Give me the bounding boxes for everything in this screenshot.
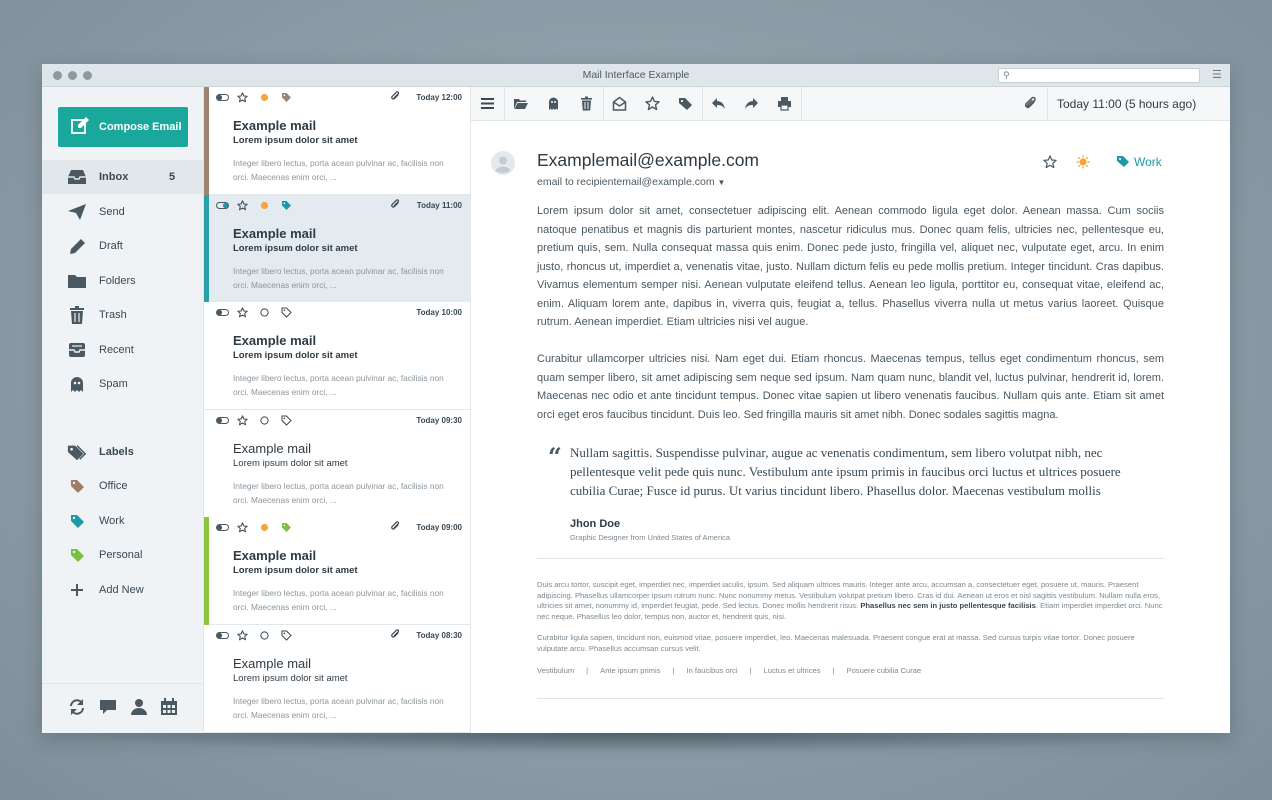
title-bar bbox=[42, 64, 1230, 87]
star-icon[interactable] bbox=[237, 307, 248, 318]
mail-actions bbox=[216, 200, 316, 212]
link-separator: | bbox=[749, 666, 752, 675]
mail-subject: Example mail bbox=[233, 655, 312, 671]
sidebar-item-label: Spam bbox=[99, 378, 128, 390]
folder-icon bbox=[67, 272, 87, 290]
sidebar-item-inbox[interactable] bbox=[42, 160, 204, 194]
signature-paragraph-2: Curabitur ligula sapien, tincidunt non, euismod vitae, posuere imperdiet, leo. Maecenas malesuada. Praesent congue erat at massa. Sed cursus turpis vitae tortor. Donec posuere vulputate arcu. Phasellus accumsan cursus velit. bbox=[537, 633, 1135, 653]
folder-open-icon bbox=[513, 96, 528, 111]
toolbar-divider bbox=[1047, 87, 1048, 121]
sidebar-item-label: Inbox bbox=[99, 171, 129, 183]
toggle-icon[interactable] bbox=[216, 200, 229, 211]
recent-icon bbox=[67, 341, 87, 359]
sidebar-label-text: Personal bbox=[99, 549, 143, 561]
paperclip-icon bbox=[1023, 96, 1038, 111]
mail-preview: Lorem ipsum dolor sit amet bbox=[233, 672, 348, 684]
refresh-icon[interactable] bbox=[68, 698, 86, 716]
link-separator: | bbox=[832, 666, 835, 675]
paperclip-icon bbox=[390, 521, 400, 532]
star-icon[interactable] bbox=[237, 522, 248, 533]
tag-outline-icon[interactable] bbox=[281, 415, 292, 426]
signature-bold-text: Phasellus nec sem in justo pellentesque facilisis bbox=[860, 601, 1036, 610]
mail-subject: Example mail bbox=[233, 225, 317, 241]
trash-icon bbox=[67, 306, 87, 324]
recipient-dropdown[interactable] bbox=[537, 176, 725, 188]
paperclip-icon bbox=[390, 199, 400, 210]
tag-outline-icon[interactable] bbox=[281, 630, 292, 641]
message-time: Today 11:00 (5 hours ago) bbox=[1057, 97, 1197, 111]
sidebar bbox=[42, 87, 204, 733]
star-button[interactable] bbox=[636, 87, 669, 121]
sidebar-label-office[interactable] bbox=[42, 469, 204, 503]
footer-link[interactable]: In faucibus orci bbox=[686, 666, 738, 675]
mail-excerpt: Integer libero lectus, porta acean pulvinar ac, facilisis non orci. Maecenas enim orci, ... bbox=[233, 480, 444, 505]
trash-icon bbox=[579, 96, 594, 111]
work-tag-icon bbox=[1116, 155, 1130, 168]
star-icon bbox=[645, 96, 660, 111]
mail-preview: Lorem ipsum dolor sit amet bbox=[233, 457, 348, 469]
mail-excerpt: Integer libero lectus, porta acean pulvinar ac, facilisis non orci. Maecenas enim orci, ... bbox=[233, 373, 444, 397]
toolbar-divider bbox=[801, 87, 802, 121]
mail-time: Today 09:00 bbox=[416, 523, 462, 532]
mail-excerpt: Integer libero lectus, porta acean pulvinar ac, facilisis non orci. Maecenas enim orci, ... bbox=[233, 588, 444, 612]
mail-list-item[interactable] bbox=[204, 195, 471, 303]
sidebar-item-trash[interactable] bbox=[42, 298, 204, 332]
move-to-folder-button[interactable] bbox=[504, 87, 537, 121]
mail-actions bbox=[216, 522, 316, 534]
mail-time: Today 11:00 bbox=[416, 200, 462, 210]
mail-window bbox=[42, 64, 1230, 733]
star-icon[interactable] bbox=[237, 630, 248, 641]
mail-list-item[interactable] bbox=[204, 625, 471, 733]
hamburger-icon bbox=[480, 96, 495, 111]
mail-time: Today 08:30 bbox=[416, 630, 462, 640]
sidebar-item-label: Recent bbox=[99, 344, 134, 356]
body-paragraph-2: Curabitur ullamcorper ultricies nisi. Nam eget dui. Etiam rhoncus. Maecenas tempus, tellus eget condimentum rhoncus, sem quam semper libero, sit amet adipiscing sem neque sed ipsum. Nam quam nunc, blandit vel, luctus pulvinar, hendrerit id, lorem. Maecenas nec odio et ante tincidunt tempus. Donec vitae sapien ut libero venenatis faucibus. Nullam quis ante. Etiam sit amet orci eget eros faucibus tincidunt. Duis leo. Sed fringilla mauris sit amet nibh. Donec sodales sagittis magna. bbox=[537, 353, 1164, 421]
recipient-text: email to recipientemail@example.com bbox=[537, 176, 715, 188]
label-color-bar bbox=[204, 517, 209, 625]
priority-dot-icon[interactable] bbox=[259, 92, 270, 103]
reply-icon bbox=[711, 96, 726, 111]
mail-actions bbox=[216, 630, 316, 642]
paperclip-icon bbox=[390, 629, 400, 640]
toggle-icon[interactable] bbox=[216, 92, 229, 103]
compose-email-button[interactable] bbox=[58, 107, 188, 147]
body-paragraph-1: Lorem ipsum dolor sit amet, consectetuer adipiscing elit. Aenean commodo ligula eget dolor. Aenean massa. Cum sociis natoque penatibus et magnis dis parturient montes, nascetur ridiculus mus. Donec quam felis, ultricies nec, pellentesque eu, pretium quis, sem. Nulla consequat massa quis enim. Donec pede justo, fringilla vel, aliquet nec, vulputate eget, arcu. In enim justo, rhoncus ut, imperdiet a, venenatis vitae, justo. Nullam dictum felis eu pede mollis pretium. Integer tincidunt. Cras dapibus. Vivamus elementum semper nisi. Aenean vulputate eleifend tellus. Aenean leo ligula, porttitor eu, consequat vitae, eleifend ac, enim. Aliquam lorem ante, dapibus in, viverra quis, feugiat a, tellus. Phasellus viverra nulla ut metus varius laoreet. Quisque rutrum. Aenean imperdiet. Etiam ultricies nisi vel augue. bbox=[537, 205, 1164, 328]
pencil-icon bbox=[67, 237, 87, 255]
quote-mark-icon: “ bbox=[548, 442, 562, 471]
add-new-label-text: Add New bbox=[99, 584, 144, 596]
plus-icon bbox=[67, 581, 87, 599]
caret-down-icon: ▼ bbox=[717, 178, 726, 187]
labels-heading-text: Labels bbox=[99, 446, 134, 458]
forward-button[interactable] bbox=[735, 87, 768, 121]
priority-circle-icon[interactable] bbox=[259, 307, 270, 318]
tag-icon bbox=[678, 96, 693, 111]
sidebar-item-recent[interactable] bbox=[42, 333, 204, 367]
label-color-bar bbox=[204, 195, 209, 303]
toggle-icon[interactable] bbox=[216, 307, 229, 318]
search-icon: ⚲ bbox=[1003, 70, 1010, 80]
mail-subject: Example mail bbox=[233, 548, 317, 563]
mail-list-item[interactable] bbox=[204, 302, 471, 410]
priority-dot-icon[interactable] bbox=[259, 522, 270, 533]
mail-subject: Example mail bbox=[233, 440, 312, 456]
quote-author: Jhon Doe bbox=[570, 518, 621, 530]
envelope-open-icon bbox=[612, 96, 627, 111]
mail-preview: Lorem ipsum dolor sit amet bbox=[233, 565, 358, 576]
mail-actions bbox=[216, 415, 316, 427]
sidebar-item-label: Draft bbox=[99, 240, 123, 252]
mail-subject: Example mail bbox=[233, 333, 317, 348]
tag-icon[interactable] bbox=[281, 522, 292, 533]
mail-time: Today 10:00 bbox=[416, 308, 462, 317]
sidebar-footer bbox=[42, 683, 204, 733]
delete-button[interactable] bbox=[570, 87, 603, 121]
search-input[interactable] bbox=[998, 68, 1200, 83]
tag-outline-icon[interactable] bbox=[281, 307, 292, 318]
paperclip-icon bbox=[390, 91, 400, 102]
send-icon bbox=[67, 203, 87, 221]
ghost-icon bbox=[546, 96, 561, 111]
label-color-bar bbox=[204, 87, 209, 195]
printer-icon bbox=[777, 96, 792, 111]
mail-time: Today 12:00 bbox=[416, 93, 462, 102]
priority-circle-icon[interactable] bbox=[259, 630, 270, 641]
print-button[interactable] bbox=[768, 87, 801, 121]
divider bbox=[537, 698, 1164, 699]
star-icon[interactable] bbox=[1043, 155, 1057, 169]
mail-list-item[interactable] bbox=[204, 87, 471, 195]
blockquote: Nullam sagittis. Suspendisse pulvinar, augue ac venenatis condimentum, sem libero volutpat nibh, nec pellentesque velit pede quis nunc. Vestibulum ante ipsum primis in faucibus orci luctus et ultrices posuere cubilia Curae; Fusce id purus. Ut varius tincidunt libero. Phasellus dolor. Maecenas vestibulum mollis bbox=[570, 445, 1121, 498]
sidebar-label-personal[interactable] bbox=[42, 538, 204, 572]
footer-link[interactable]: Vestibulum bbox=[537, 666, 575, 675]
mail-subject: Example mail bbox=[233, 118, 317, 133]
sender-email: Examplemail@example.com bbox=[537, 150, 760, 170]
mark-read-button[interactable] bbox=[603, 87, 636, 121]
user-icon[interactable] bbox=[130, 698, 148, 716]
toggle-icon[interactable] bbox=[216, 630, 229, 641]
menu-toggle-button[interactable] bbox=[471, 87, 504, 121]
attachment-button[interactable] bbox=[1014, 87, 1047, 121]
mail-excerpt: Integer libero lectus, porta acean pulvinar ac, facilisis non orci. Maecenas enim orci, ... bbox=[233, 695, 444, 720]
mail-actions bbox=[216, 307, 316, 319]
star-icon[interactable] bbox=[237, 92, 248, 103]
mail-list bbox=[204, 87, 471, 733]
sidebar-label-work[interactable] bbox=[42, 504, 204, 538]
footer-links bbox=[537, 666, 921, 675]
reading-pane bbox=[471, 87, 1230, 733]
add-new-label-button[interactable] bbox=[42, 573, 204, 607]
link-separator: | bbox=[672, 666, 675, 675]
mail-excerpt: Integer libero lectus, porta acean pulvinar ac, facilisis non orci. Maecenas enim orci, ... bbox=[233, 265, 444, 290]
message-toolbar bbox=[471, 87, 1230, 121]
mail-time: Today 09:30 bbox=[416, 415, 462, 425]
window-title: Mail Interface Example bbox=[582, 69, 690, 81]
star-icon[interactable] bbox=[237, 200, 248, 211]
mail-excerpt: Integer libero lectus, porta acean pulvinar ac, facilisis non orci. Maecenas enim orci, ... bbox=[233, 158, 444, 182]
signature-paragraph-1 bbox=[537, 580, 1164, 622]
signature-text: Duis arcu tortor, suscipit eget, imperdiet nec, imperdiet iaculis, ipsum. Sed aliquam ultrices mauris. Integer ante arcu, accumsan a, consectetuer eget, posuere ut, mauris. Praesent adipiscing. Phasellus ullamcorper ipsum rutrum nunc. Nunc nonummy metus. Vestibulum volutpat pretium libero. Cras id dui. Aenean ut eros et nisl sagittis vestibulum. Nullam nulla eros, ultricies sit amet, nonummy id, imperdiet feugiat, pede. Sed lectus. Donec mollis hendrerit risus. bbox=[537, 580, 1160, 610]
chat-icon[interactable] bbox=[99, 698, 117, 716]
inbox-icon bbox=[67, 168, 87, 186]
ghost-icon bbox=[67, 375, 87, 393]
menu-icon[interactable]: ☰ bbox=[1212, 69, 1222, 81]
mail-preview: Lorem ipsum dolor sit amet bbox=[233, 242, 358, 254]
calendar-icon[interactable] bbox=[160, 698, 178, 716]
footer-link[interactable]: Posuere cubilia Curae bbox=[846, 666, 922, 675]
label-button[interactable] bbox=[669, 87, 702, 121]
toggle-icon[interactable] bbox=[216, 415, 229, 426]
star-icon[interactable] bbox=[237, 415, 248, 426]
sidebar-item-folders[interactable] bbox=[42, 264, 204, 298]
mail-preview: Lorem ipsum dolor sit amet bbox=[233, 135, 358, 146]
tag-icon[interactable] bbox=[281, 92, 292, 103]
sidebar-item-draft[interactable] bbox=[42, 229, 204, 263]
footer-link[interactable]: Luctus et ultrices bbox=[763, 666, 821, 675]
mail-list-item[interactable] bbox=[204, 517, 471, 625]
sidebar-item-send[interactable] bbox=[42, 195, 204, 229]
divider bbox=[537, 558, 1164, 559]
reply-button[interactable] bbox=[702, 87, 735, 121]
work-label[interactable]: Work bbox=[1134, 155, 1162, 169]
work-tag-icon bbox=[67, 512, 87, 530]
priority-dot-icon[interactable] bbox=[259, 200, 270, 211]
mail-list-item[interactable] bbox=[204, 410, 471, 518]
signature-text: . Etiam imperdiet imperdiet orci. Nunc nec neque. Phasellus leo dolor, tempus non, auctor et, hendrerit quis, nisi. bbox=[537, 601, 1163, 621]
mail-preview: Lorem ipsum dolor sit amet bbox=[233, 350, 358, 361]
footer-link[interactable]: Ante ipsum primis bbox=[600, 666, 661, 675]
labels-heading bbox=[42, 435, 204, 469]
priority-sun-icon[interactable] bbox=[1076, 155, 1090, 169]
sidebar-item-label: Send bbox=[99, 206, 125, 218]
personal-tag-icon bbox=[67, 546, 87, 564]
sidebar-item-label: Trash bbox=[99, 309, 127, 321]
forward-icon bbox=[744, 96, 759, 111]
sidebar-label-text: Office bbox=[99, 480, 128, 492]
compose-icon bbox=[70, 116, 90, 136]
compose-email-label: Compose Email bbox=[99, 121, 182, 133]
sidebar-label-text: Work bbox=[99, 515, 125, 527]
sidebar-item-label: Folders bbox=[99, 275, 136, 287]
quote-author-role: Graphic Designer from United States of America bbox=[570, 533, 731, 542]
avatar bbox=[491, 151, 515, 175]
tag-icon[interactable] bbox=[281, 200, 292, 211]
priority-circle-icon[interactable] bbox=[259, 415, 270, 426]
office-tag-icon bbox=[67, 477, 87, 495]
link-separator: | bbox=[586, 666, 589, 675]
inbox-count-badge: 5 bbox=[169, 171, 176, 183]
sidebar-item-spam[interactable] bbox=[42, 367, 204, 401]
tags-icon bbox=[67, 443, 87, 461]
toggle-icon[interactable] bbox=[216, 522, 229, 533]
mail-actions bbox=[216, 92, 316, 104]
mark-spam-button[interactable] bbox=[537, 87, 570, 121]
